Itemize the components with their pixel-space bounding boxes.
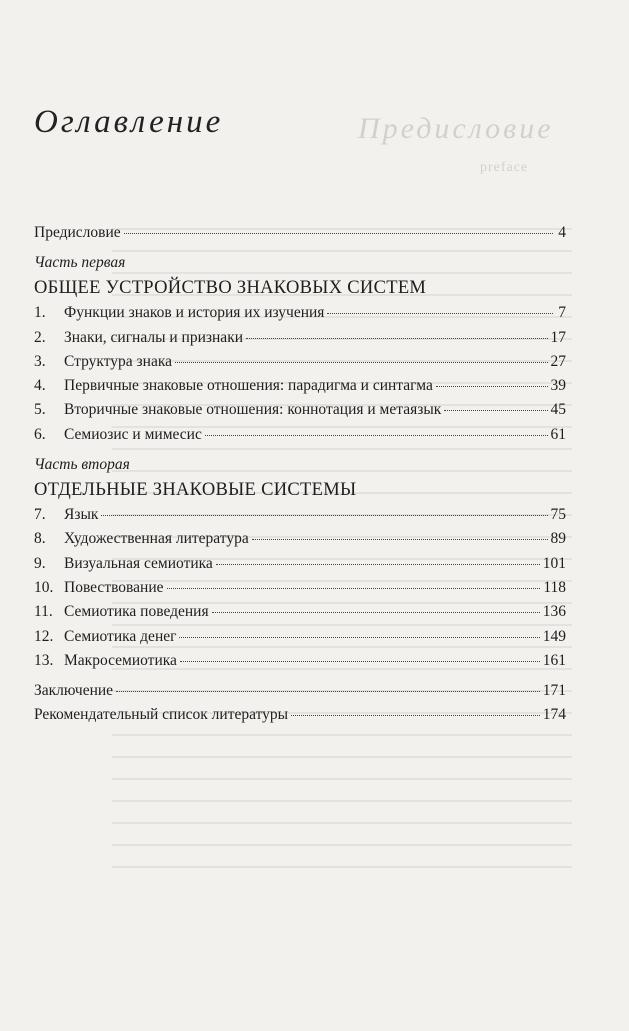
chapter-title: Художественная литература (64, 530, 249, 548)
dot-leader (180, 661, 540, 662)
toc-chapter-entry[interactable] (34, 555, 566, 579)
toc-entry-label: Предисловие (34, 224, 121, 241)
chapter-number: 10. (34, 578, 54, 596)
dot-leader (179, 637, 539, 638)
toc-entry-page: 171 (542, 682, 566, 700)
bleed-through-line (112, 778, 572, 780)
dot-leader (291, 715, 540, 716)
chapter-number: 1. (34, 304, 46, 322)
part-1-chapters (34, 304, 566, 450)
toc-entry-label: Рекомендательный список литературы (34, 706, 289, 724)
chapter-number: 3. (34, 352, 46, 370)
bleed-through-line (112, 844, 572, 846)
chapter-title: Вторичные знаковые отношения: коннотация и метаязык (64, 401, 442, 419)
part-2-chapters (34, 506, 566, 676)
chapter-page: 136 (542, 603, 566, 621)
chapter-title: Язык (64, 506, 99, 524)
dot-leader (116, 691, 540, 692)
chapter-number: 13. (34, 651, 54, 669)
chapter-page: 17 (550, 328, 566, 346)
part-title: ОТДЕЛЬНЫЕ ЗНАКОВЫЕ СИСТЕМЫ (34, 480, 357, 501)
part-title: ОБЩЕЕ УСТРОЙСТВО ЗНАКОВЫХ СИСТЕМ (34, 278, 427, 299)
bleed-through-line (112, 800, 572, 802)
dot-leader (212, 612, 540, 613)
toc-chapter-entry[interactable] (34, 628, 566, 652)
toc-entry-bibliography[interactable] (34, 706, 566, 730)
toc-chapter-entry[interactable] (34, 426, 566, 450)
dot-leader (436, 386, 548, 387)
chapter-title: Знаки, сигналы и признаки (64, 328, 244, 346)
dot-leader (216, 564, 540, 565)
bleed-through-title: Предисловие (358, 112, 554, 145)
chapter-title: Первичные знаковые отношения: парадигма и синтагма (64, 377, 433, 395)
toc-entry-page: 174 (542, 706, 566, 724)
chapter-title: Повествование (64, 578, 164, 596)
chapter-number: 8. (34, 530, 46, 548)
chapter-number: 7. (34, 506, 46, 524)
chapter-page: 149 (542, 627, 566, 645)
toc-chapter-entry[interactable] (34, 377, 566, 401)
chapter-page: 45 (550, 401, 566, 419)
toc-chapter-entry[interactable] (34, 401, 566, 425)
chapter-title: Семиотика поведения (64, 603, 209, 621)
chapter-number: 12. (34, 627, 54, 645)
dot-leader (124, 233, 553, 234)
toc-chapter-entry[interactable] (34, 353, 566, 377)
toc-chapter-entry[interactable] (34, 329, 566, 353)
chapter-number: 5. (34, 401, 46, 419)
bleed-through-line (112, 756, 572, 758)
chapter-title: Структура знака (64, 352, 173, 370)
chapter-page: 27 (550, 352, 566, 370)
dot-leader (252, 539, 548, 540)
table-of-contents (34, 224, 566, 731)
dot-leader (444, 410, 547, 411)
dot-leader (327, 313, 553, 314)
page-title: Оглавление (34, 104, 224, 140)
chapter-number: 11. (34, 603, 53, 621)
chapter-number: 4. (34, 377, 46, 395)
toc-entry-label: Заключение (34, 682, 114, 700)
chapter-page: 7 (558, 304, 566, 322)
chapter-number: 2. (34, 328, 46, 346)
chapter-page: 101 (542, 554, 566, 572)
toc-chapter-entry[interactable] (34, 506, 566, 530)
toc-entry-page: 4 (558, 224, 566, 241)
chapter-title: Макросемиотика (64, 651, 177, 669)
toc-entry-preface[interactable] (34, 224, 566, 248)
chapter-page: 89 (550, 530, 566, 548)
chapter-title: Семиозис и мимесис (64, 425, 202, 443)
dot-leader (167, 588, 541, 589)
toc-chapter-entry[interactable] (34, 304, 566, 328)
part-label: Часть первая (34, 254, 126, 272)
dot-leader (246, 338, 547, 339)
chapter-title: Визуальная семиотика (64, 554, 213, 572)
toc-chapter-entry[interactable] (34, 652, 566, 676)
part-label: Часть вторая (34, 456, 130, 474)
toc-chapter-entry[interactable] (34, 530, 566, 554)
bleed-through-subtitle: preface (480, 160, 529, 175)
chapter-number: 9. (34, 554, 46, 572)
chapter-page: 39 (550, 377, 566, 395)
bleed-through-line (112, 734, 572, 736)
dot-leader (205, 435, 548, 436)
chapter-page: 61 (550, 425, 566, 443)
chapter-number: 6. (34, 425, 46, 443)
bleed-through-line (112, 866, 572, 868)
chapter-title: Функции знаков и история их изучения (64, 304, 325, 322)
chapter-title: Семиотика денег (64, 627, 177, 645)
chapter-page: 161 (542, 651, 566, 669)
chapter-page: 118 (543, 578, 566, 596)
dot-leader (175, 362, 547, 363)
toc-chapter-entry[interactable] (34, 579, 566, 603)
bleed-through-line (112, 822, 572, 824)
toc-chapter-entry[interactable] (34, 603, 566, 627)
chapter-page: 75 (550, 506, 566, 524)
toc-entry-conclusion[interactable] (34, 682, 566, 706)
dot-leader (101, 515, 547, 516)
